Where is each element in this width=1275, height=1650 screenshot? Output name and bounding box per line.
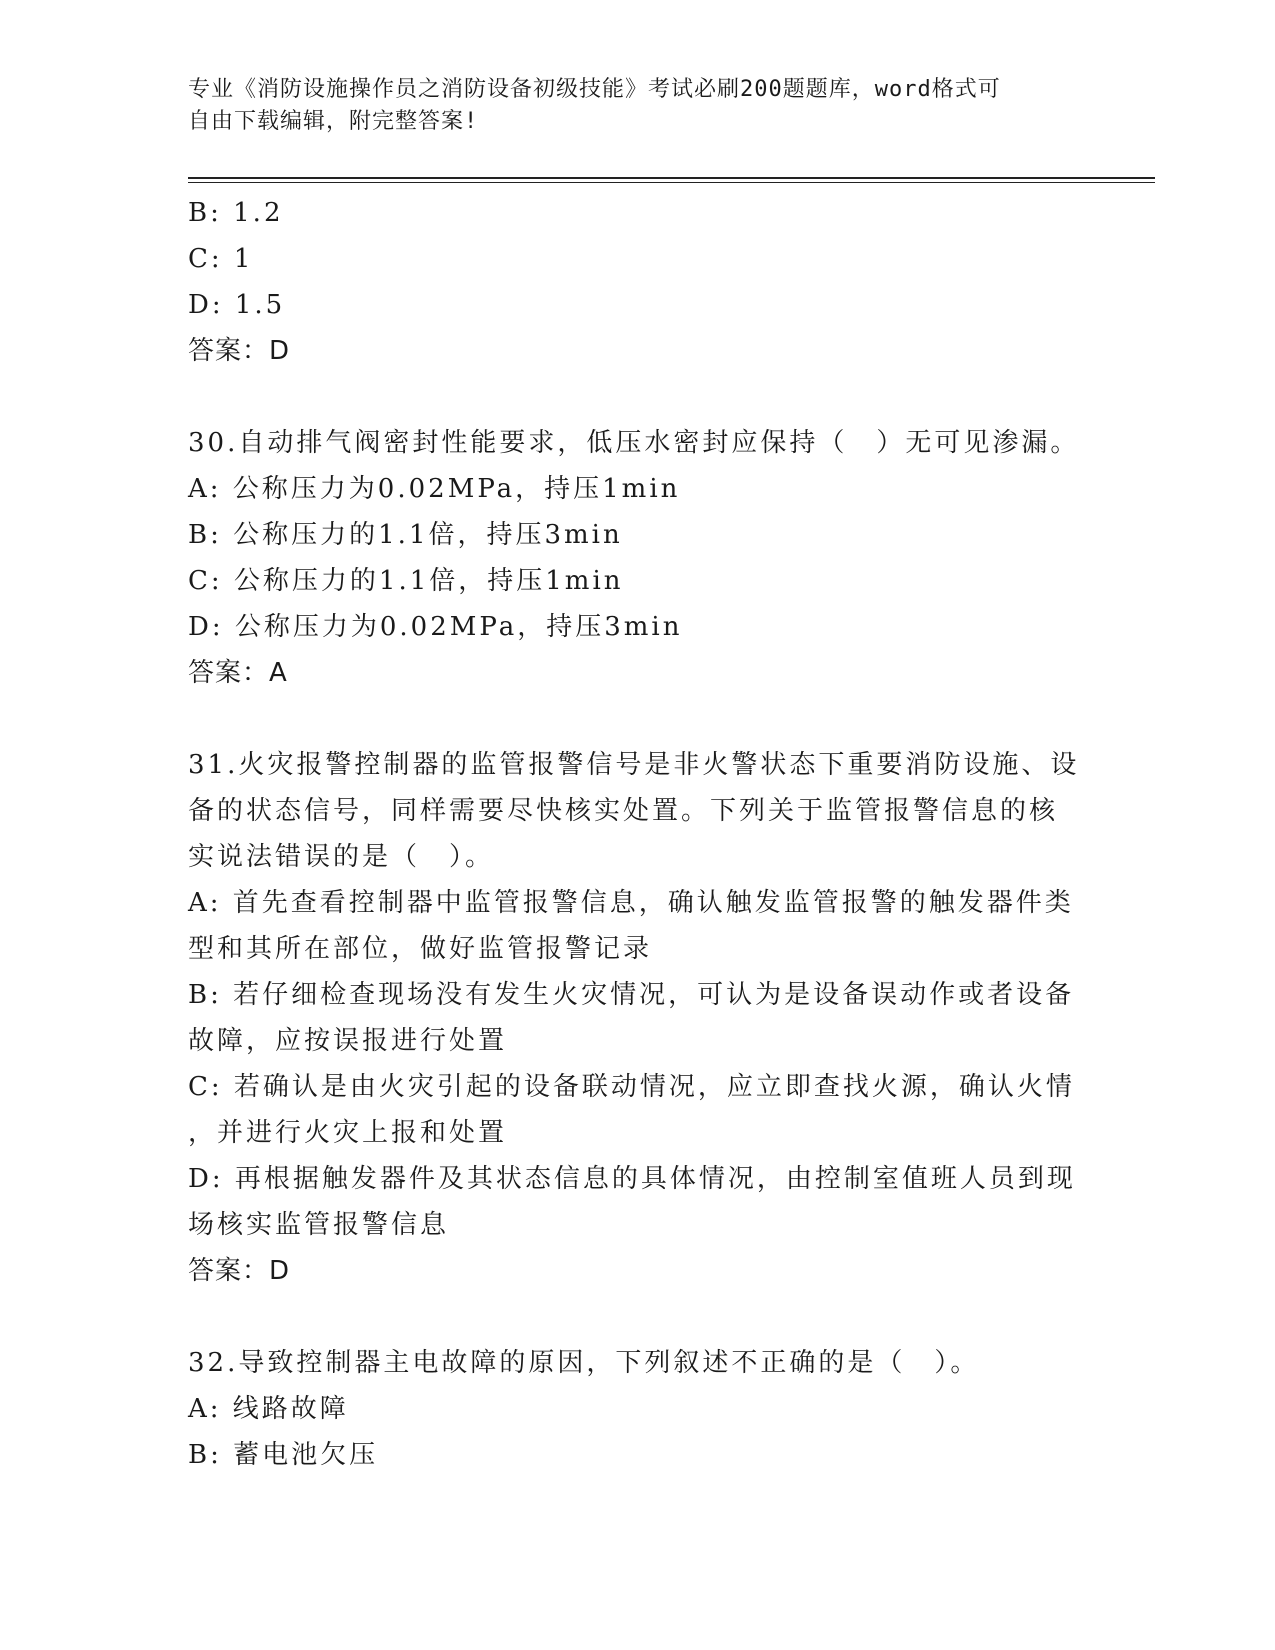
carryover-question bbox=[188, 190, 1088, 374]
spacer bbox=[188, 696, 1088, 742]
option-d-line-2: 场核实监管报警信息 bbox=[188, 1210, 450, 1240]
spacer bbox=[188, 374, 1088, 420]
option-d: D: 1.5 bbox=[188, 290, 286, 320]
spacer bbox=[188, 1294, 1088, 1340]
page-header bbox=[188, 74, 1068, 138]
question-stem-line-1: 31.火灾报警控制器的监管报警信号是非火警状态下重要消防设施、设 bbox=[188, 750, 1080, 780]
option-a-line-1: A: 首先查看控制器中监管报警信息，确认触发监管报警的触发器件类 bbox=[188, 888, 1074, 918]
header-line-1: 专业《消防设施操作员之消防设备初级技能》考试必刷200题题库，word格式可 bbox=[188, 77, 1001, 102]
answer-line: 答案：D bbox=[188, 1256, 291, 1286]
answer-line: 答案：A bbox=[188, 658, 288, 688]
option-d: D: 公称压力为0.02MPa，持压3min bbox=[188, 612, 683, 642]
option-d-line-1: D: 再根据触发器件及其状态信息的具体情况，由控制室值班人员到现 bbox=[188, 1164, 1076, 1194]
option-b: B: 1.2 bbox=[188, 198, 284, 228]
option-a: A: 线路故障 bbox=[188, 1394, 349, 1424]
question-stem: 30.自动排气阀密封性能要求，低压水密封应保持（ ）无可见渗漏。 bbox=[188, 428, 1080, 458]
header-rule-thin bbox=[188, 182, 1155, 183]
header-line-2: 自由下载编辑，附完整答案! bbox=[188, 109, 479, 134]
option-b-line-1: B: 若仔细检查现场没有发生火灾情况，可认为是设备误动作或者设备 bbox=[188, 980, 1075, 1010]
question-stem-line-3: 实说法错误的是（ ）。 bbox=[188, 842, 495, 872]
option-b: B: 蓄电池欠压 bbox=[188, 1440, 379, 1470]
option-c-line-2: ，并进行火灾上报和处置 bbox=[188, 1118, 508, 1148]
option-c-line-1: C: 若确认是由火灾引起的设备联动情况，应立即查找火源，确认火情 bbox=[188, 1072, 1075, 1102]
question-30 bbox=[188, 420, 1088, 696]
answer-line: 答案：D bbox=[188, 336, 291, 366]
header-rule-thick bbox=[188, 177, 1155, 179]
option-c: C: 1 bbox=[188, 244, 254, 274]
option-a: A: 公称压力为0.02MPa，持压1min bbox=[188, 474, 681, 504]
option-c: C: 公称压力的1.1倍，持压1min bbox=[188, 566, 624, 596]
question-31 bbox=[188, 742, 1088, 1294]
option-a-line-2: 型和其所在部位，做好监管报警记录 bbox=[188, 934, 653, 964]
question-stem-line-2: 备的状态信号，同样需要尽快核实处置。下列关于监管报警信息的核 bbox=[188, 796, 1059, 826]
question-stem: 32.导致控制器主电故障的原因，下列叙述不正确的是（ ）。 bbox=[188, 1348, 980, 1378]
question-content bbox=[188, 190, 1088, 1478]
question-32 bbox=[188, 1340, 1088, 1478]
option-b: B: 公称压力的1.1倍，持压3min bbox=[188, 520, 623, 550]
option-b-line-2: 故障，应按误报进行处置 bbox=[188, 1026, 508, 1056]
